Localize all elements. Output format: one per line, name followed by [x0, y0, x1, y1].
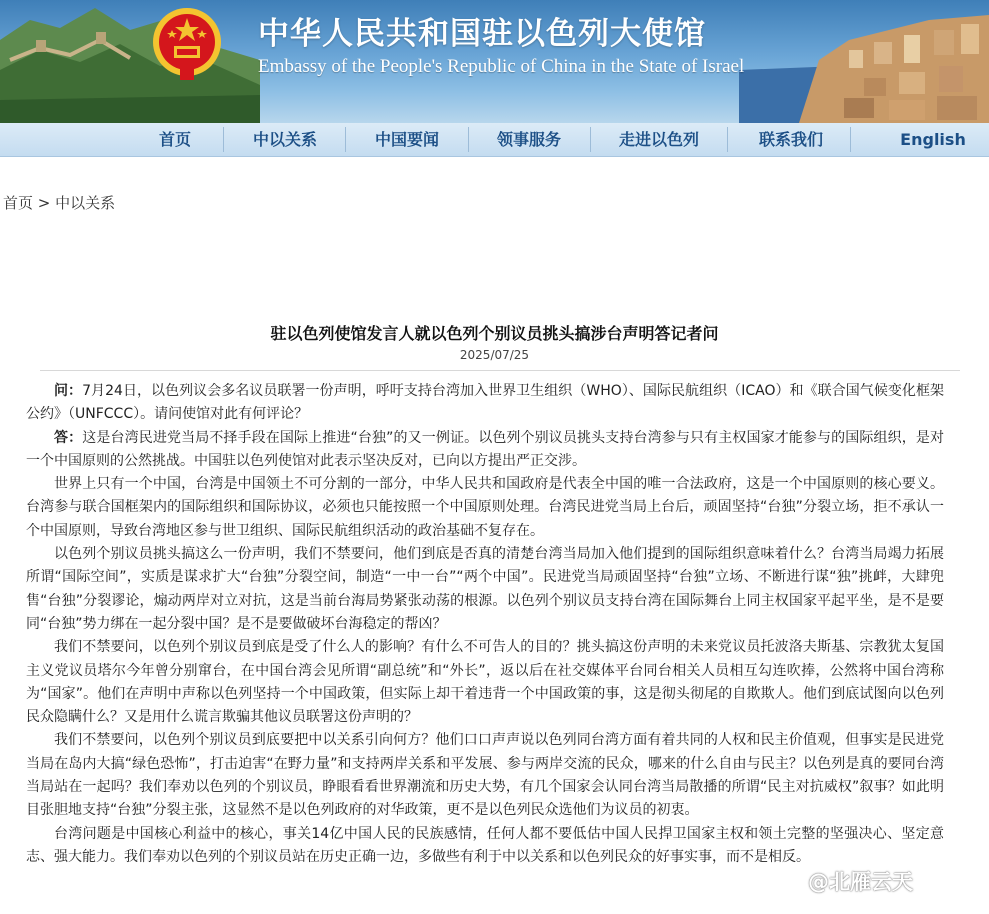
article-date: 2025/07/25 — [459, 348, 530, 362]
article-paragraph — [26, 427, 944, 474]
embassy-title-chinese: 中华人民共和国驻以色列大使馆 — [258, 16, 706, 52]
nav-item-consular-services[interactable]: 领事服务 — [496, 130, 561, 149]
nav-divider — [590, 127, 591, 152]
article-paragraph — [26, 543, 944, 636]
question-label: 问： — [54, 383, 83, 399]
header-banner — [0, 0, 989, 123]
breadcrumb — [3, 192, 115, 213]
breadcrumb-current-link[interactable]: 中以关系 — [55, 194, 116, 212]
paragraph-text: 世界上只有一个中国，台湾是中国领土不可分割的一部分，中华人民共和国政府是代表全中国的唯一合法政府，这是一个中国原则的核心要义。台湾参与联合国框架内的国际组织和国际协议，必须也只能按照一个中国原则处理。台湾民进党当局上台后，顽固坚持“台独”分裂立场，拒不承认一个中国原则，导致台湾地区参与世卫组织、国际民航组织活动的政治基础不复存在。 — [26, 476, 944, 539]
nav-divider — [345, 127, 346, 152]
nav-item-china-israel-relations[interactable]: 中以关系 — [252, 130, 317, 149]
nav-divider — [850, 127, 851, 152]
national-emblem-icon — [150, 4, 224, 84]
nav-divider — [727, 127, 728, 152]
paragraph-text: 以色列个别议员挑头搞这么一份声明，我们不禁要问，他们到底是否真的清楚台湾当局加入他们提到的国际组织意味着什么？台湾当局竭力拓展所谓“国际空间”，实质是谋求扩大“台独”分裂空间，制造“一中一台”“两个中国”。民进党当局顽固坚持“台独”立场、不断进行谋“独”挑衅，大肆兜售“台独”分裂谬论，煽动两岸对立对抗，这是当前台海局势紧张动荡的根源。以色列个别议员支持台湾在国际舞台上同主权国家平起平坐，是不是要同“台独”势力绑在一起分裂中国？是不是要做破坏台海稳定的帮凶？ — [26, 546, 944, 632]
breadcrumb-separator: > — [33, 194, 56, 212]
paragraph-text: 台湾问题是中国核心利益中的核心，事关14亿中国人民的民族感情，任何人都不要低估中国人民捍卫国家主权和领土完整的坚强决心、坚定意志、强大能力。我们奉劝以色列的个别议员站在历史正确一边，多做些有利于中以关系和以色列民众的好事实事，而不是相反。 — [26, 825, 944, 865]
article-title: 驻以色列使馆发言人就以色列个别议员挑头搞涉台声明答记者问 — [270, 324, 719, 343]
nav-divider — [468, 127, 469, 152]
nav-divider — [223, 127, 224, 152]
nav-item-china-news[interactable]: 中国要闻 — [374, 130, 439, 149]
article-paragraph — [26, 473, 944, 543]
nav-item-english[interactable]: English — [900, 130, 966, 149]
nav-item-contact-us[interactable]: 联系我们 — [758, 130, 823, 149]
paragraph-text: 7月24日，以色列议会多名议员联署一份声明，呼吁支持台湾加入世界卫生组织（WHO）、国际民航组织（ICAO）和《联合国气候变化框架公约》（UNFCCC）。请问使馆对此有何评论？ — [26, 383, 944, 423]
article-paragraph — [26, 729, 944, 822]
paragraph-text: 我们不禁要问，以色列个别议员到底是受了什么人的影响？有什么不可告人的目的？挑头搞这份声明的未来党议员托波洛夫斯基、宗教犹太复国主义党议员塔尔今年曾分别窜台，在中国台湾会见所谓“副总统”和“外长”，返以后在社交媒体平台同台相关人员相互勾连吹捧，公然将中国台湾称为“国家”。他们在声明中声称以色列坚持一个中国政策，但实际上却干着违背一个中国政策的事，这是彻头彻尾的自欺欺人。他们到底试图向以色列民众隐瞒什么？又是用什么谎言欺骗其他议员联署这份声明的？ — [26, 639, 944, 726]
watermark-text: @北雁云天 — [808, 870, 913, 894]
nav-item-home[interactable]: 首页 — [158, 130, 191, 149]
answer-label: 答： — [54, 429, 83, 446]
article-paragraph — [26, 636, 944, 729]
title-divider — [40, 370, 960, 371]
paragraph-text: 我们不禁要问，以色列个别议员到底要把中以关系引向何方？他们口口声声说以色列同台湾方面有着共同的人权和民主价值观，但事实是民进党当局在岛内大搞“绿色恐怖”，打击迫害“在野力量”和支持两岸关系和平发展、参与两岸交流的民众，哪来的什么自由与民主？以色列是真的要同台湾当局站在一起吗？我们奉劝以色列的个别议员，睁眼看看世界潮流和历史大势，有几个国家会认同台湾当局散播的所谓“民主对抗威权”叙事？如此明目张胆地支持“台独”分裂主张，这显然不是以色列政府的对华政策，更不是以色列民众选他们为议员的初衷。 — [26, 732, 944, 819]
embassy-title-english: Embassy of the People's Republic of China in the State of Israel — [258, 56, 745, 77]
jaffa-city-image — [739, 0, 989, 123]
nav-item-explore-israel[interactable]: 走进以色列 — [618, 130, 699, 149]
paragraph-text: 这是台湾民进党当局不择手段在国际上推进“台独”的又一例证。以色列个别议员挑头支持台湾参与只有主权国家才能参与的国际组织，是对一个中国原则的公然挑战。中国驻以色列使馆对此表示坚决反对，已向以方提出严正交涉。 — [26, 429, 944, 469]
article-paragraph — [26, 380, 944, 427]
main-navigation — [0, 123, 989, 157]
article-paragraph — [26, 823, 944, 870]
article-body — [26, 380, 944, 869]
breadcrumb-home-link[interactable]: 首页 — [3, 194, 34, 212]
